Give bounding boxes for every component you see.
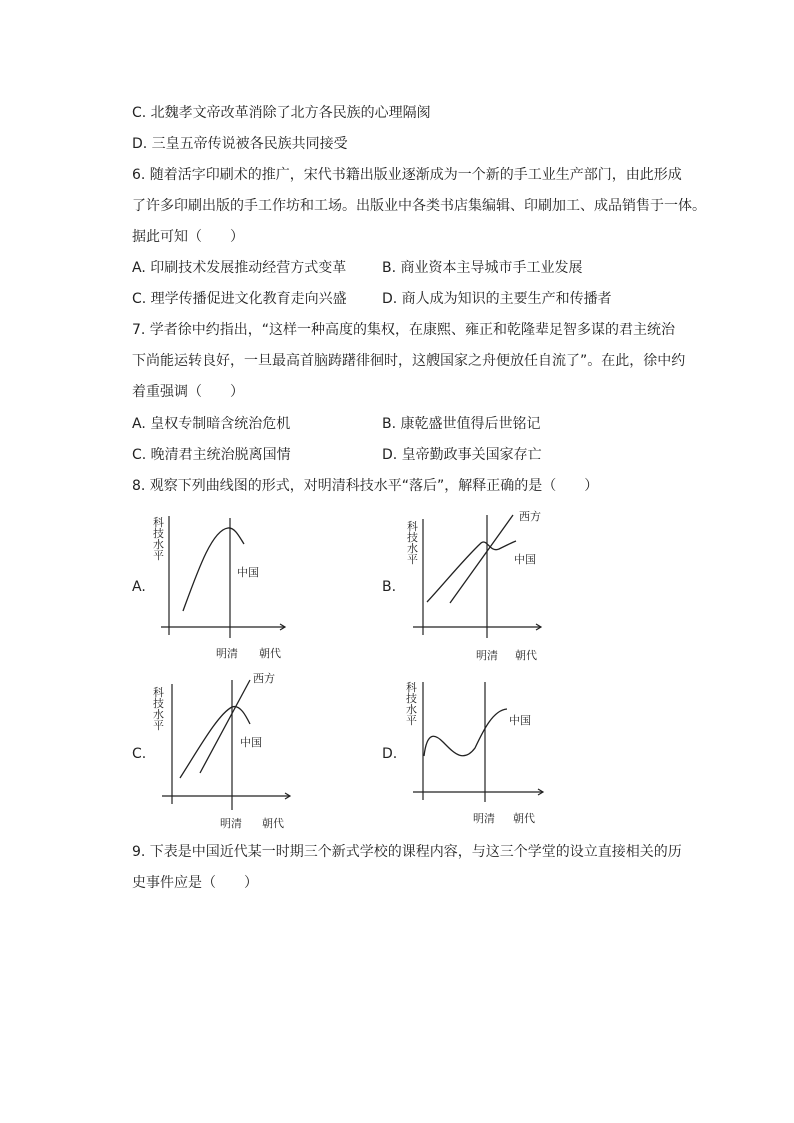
graph-c-west-line: [200, 680, 250, 773]
graph-c-west-label: 西方: [253, 672, 275, 685]
graph-a-ylabel-1: 科: [153, 516, 164, 529]
graph-d-ylabel-4: 平: [406, 714, 417, 727]
graph-d-china-curve: [424, 709, 507, 756]
q6-stem-line-2: 了许多印刷出版的手工作坊和工场。出版业中各类书店集编辑、印刷加工、成品销售于一体。: [132, 198, 706, 214]
graph-d-china-label: 中国: [509, 714, 531, 727]
q6-stem-line-3: 据此可知（ ）: [132, 229, 244, 245]
graph-b-dynasty-label: 朝代: [515, 649, 537, 662]
graph-c: [150, 672, 300, 832]
q8-stem: 8. 观察下列曲线图的形式，对明清科技水平“落后”，解释正确的是（ ）: [132, 478, 599, 494]
graph-c-ylabel-2: 技: [153, 697, 164, 710]
graph-d-letter: D.: [382, 746, 398, 762]
graph-a-ylabel-2: 技: [153, 527, 164, 540]
graph-d-ylabel-1: 科: [406, 681, 417, 694]
q7-option-d: D. 皇帝勤政事关国家存亡: [382, 447, 542, 463]
graph-b-ylabel-1: 科: [407, 520, 418, 533]
graph-b-ylabel-2: 技: [407, 531, 418, 544]
q6-option-b: B. 商业资本主导城市手工业发展: [382, 260, 583, 276]
graph-c-dynasty-label: 朝代: [262, 817, 284, 830]
q6-stem-line-1: 6. 随着活字印刷术的推广，宋代书籍出版业逐渐成为一个新的手工业生产部门，由此形成: [132, 167, 682, 183]
graph-b-china-curve: [427, 541, 516, 602]
graph-b: [403, 505, 548, 660]
graph-d-ylabel-3: 水: [406, 703, 417, 716]
graph-d-dynasty-label: 朝代: [513, 812, 535, 825]
graph-a-ylabel-3: 水: [153, 538, 164, 551]
graph-c-china-label: 中国: [240, 736, 262, 749]
q7-stem-line-3: 着重强调（ ）: [132, 384, 244, 400]
graph-b-letter: B.: [382, 579, 397, 595]
q6-option-d: D. 商人成为知识的主要生产和传播者: [382, 291, 612, 307]
q7-option-b: B. 康乾盛世值得后世铭记: [382, 416, 541, 432]
q6-option-a: A. 印刷技术发展推动经营方式变革: [132, 260, 347, 276]
q7-stem-line-2: 下尚能运转良好，一旦最高首脑踌躇徘徊时，这艘国家之舟便放任自流了”。在此，徐中约: [132, 353, 686, 369]
graph-b-china-label: 中国: [514, 553, 536, 566]
graph-b-ylabel-3: 水: [407, 542, 418, 555]
q7-option-c: C. 晚清君主统治脱离国情: [132, 447, 291, 463]
graph-d-mingqing-label: 明清: [473, 812, 495, 825]
graph-a-dynasty-label: 朝代: [259, 647, 281, 660]
q9-stem-line-2: 史事件应是（ ）: [132, 875, 258, 891]
graph-a-china-curve: [183, 528, 244, 611]
graph-a-mingqing-label: 明清: [216, 647, 238, 660]
graph-c-ylabel-4: 平: [153, 719, 164, 732]
q5-option-c: C. 北魏孝文帝改革消除了北方各民族的心理隔阂: [132, 105, 431, 121]
graph-a-ylabel-4: 平: [153, 549, 164, 562]
graph-a-china-label: 中国: [237, 566, 259, 579]
graph-d: [403, 676, 548, 831]
q9-stem-line-1: 9. 下表是中国近代某一时期三个新式学校的课程内容，与这三个学堂的设立直接相关的历: [132, 844, 682, 860]
graph-b-west-label: 西方: [519, 510, 541, 523]
q7-stem-line-1: 7. 学者徐中约指出，“这样一种高度的集权，在康熙、雍正和乾隆辈足智多谋的君主统治: [132, 322, 676, 338]
q5-option-d: D. 三皇五帝传说被各民族共同接受: [132, 136, 348, 152]
graph-c-mingqing-label: 明清: [220, 817, 242, 830]
graph-b-mingqing-label: 明清: [476, 649, 498, 662]
graph-c-ylabel-1: 科: [153, 686, 164, 699]
graph-c-ylabel-3: 水: [153, 708, 164, 721]
graph-a: [150, 510, 295, 660]
graph-b-ylabel-4: 平: [407, 553, 418, 566]
q7-option-a: A. 皇权专制暗含统治危机: [132, 416, 291, 432]
graph-c-letter: C.: [132, 746, 147, 762]
q6-option-c: C. 理学传播促进文化教育走向兴盛: [132, 291, 347, 307]
graph-a-letter: A.: [132, 579, 146, 595]
graph-b-west-line: [450, 515, 513, 603]
graph-d-ylabel-2: 技: [406, 692, 417, 705]
